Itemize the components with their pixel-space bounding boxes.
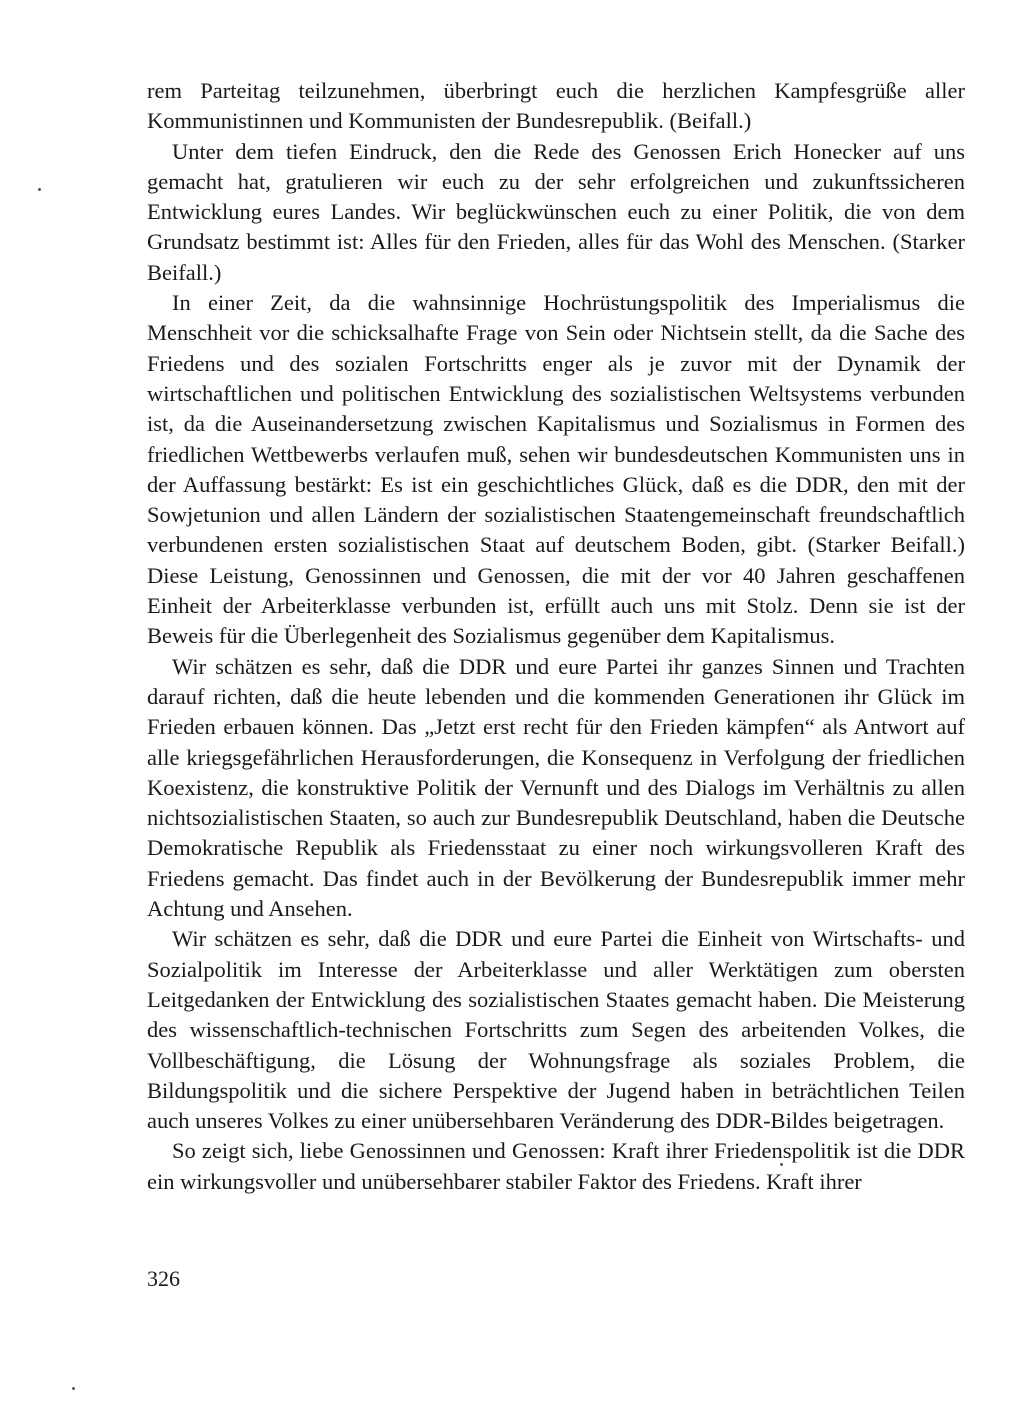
paragraph-4: Wir schätzen es sehr, daß die DDR und eure Partei ihr ganzes Sinnen und Trachten darauf richten, daß die heute lebenden und die kommenden Generationen ihr Glück im Frieden erbauen können. Das „Jetzt erst recht für den Frieden kämpfen“ als Antwort auf alle kriegsgefährlichen Herausforderungen, die Konsequenz in Verfolgung der friedlichen Koexistenz, die konstruktive Politik der Vernunft und des Dialogs im Verhältnis zu allen nichtsozialistischen Staaten, so auch zur Bundesrepublik Deutschland, haben die Deutsche Demokratische Republik als Friedensstaat zu einer noch wirkungsvolleren Kraft des Friedens gemacht. Das findet auch in der Bevölkerung der Bundesrepublik immer mehr Achtung und Ansehen. (147, 653, 965, 922)
paragraph-5: Wir schätzen es sehr, daß die DDR und eure Partei die Einheit von Wirtschafts- und Sozialpolitik im Interesse der Arbeiterklasse und aller Werktätigen zum obersten Leitgedanken der Entwicklung des sozialistischen Staates gemacht haben. Die Meisterung des wissenschaftlich-technischen Fortschritts zum Segen des arbeitenden Volkes, die Vollbeschäftigung, die Lösung der Wohnungsfrage als soziales Problem, die Bildungspolitik und die sichere Perspektive der Jugend haben in beträchtlichen Teilen auch unseres Volkes zu einer unübersehbaren Veränderung des DDR-Bildes beigetragen. (147, 926, 965, 1134)
paragraph-6: So zeigt sich, liebe Genossinnen und Genossen: Kraft ihrer Friedenspolitik ist die DDR ein wirkungsvoller und unübersehbarer stabiler Faktor des Friedens. Kraft ihrer (147, 1138, 965, 1194)
scan-speck-2 (780, 1163, 783, 1166)
paragraph-2: Unter dem tiefen Eindruck, den die Rede des Genossen Erich Honecker auf uns gemacht hat, gratulieren wir euch zu der sehr erfolgreichen und zukunftssicheren Entwicklung eures Landes. Wir beglückwünschen euch zu einer Politik, die von dem Grundsatz bestimmt ist: Alles für den Frieden, alles für das Wohl des Menschen. (Starker Beifall.) (147, 138, 965, 285)
page-number: 326 (147, 1266, 180, 1291)
paragraph-3: In einer Zeit, da die wahnsinnige Hochrüstungspolitik des Imperialismus die Menschheit vor die schicksalhafte Frage von Sein oder Nichtsein stellt, da die Sache des Friedens und des sozialen Fortschritts enger als je zuvor mit der Dynamik der wirtschaftlichen und politischen Entwicklung des sozialistischen Weltsystems verbunden ist, da die Auseinandersetzung zwischen Kapitalismus und Sozialismus in Formen des friedlichen Wettbewerbs verlaufen muß, sehen wir bundesdeutschen Kommunisten uns in der Auffassung bestärkt: Es ist ein geschichtliches Glück, daß es die DDR, den mit der Sowjetunion und allen Ländern der sozialistischen Staatengemeinschaft freundschaftlich verbundenen ersten sozialistischen Staat auf deutschem Boden, gibt. (Starker Beifall.) Diese Leistung, Genossinnen und Genossen, die mit der vor 40 Jahren geschaffenen Einheit der Arbeiterklasse verbunden ist, erfüllt auch uns mit Stolz. Denn sie ist der Beweis für die Überlegenheit des Sozialismus gegenüber dem Kapitalismus. (147, 290, 965, 649)
paragraph-1: rem Parteitag teilzunehmen, überbringt euch die herzlichen Kampfesgrüße aller Kommunistinnen und Kommunisten der Bundesrepublik. (Beifall.) (147, 78, 965, 134)
scan-speck-3 (72, 1387, 75, 1390)
body-text (147, 76, 965, 1197)
scan-speck-1 (38, 188, 41, 191)
